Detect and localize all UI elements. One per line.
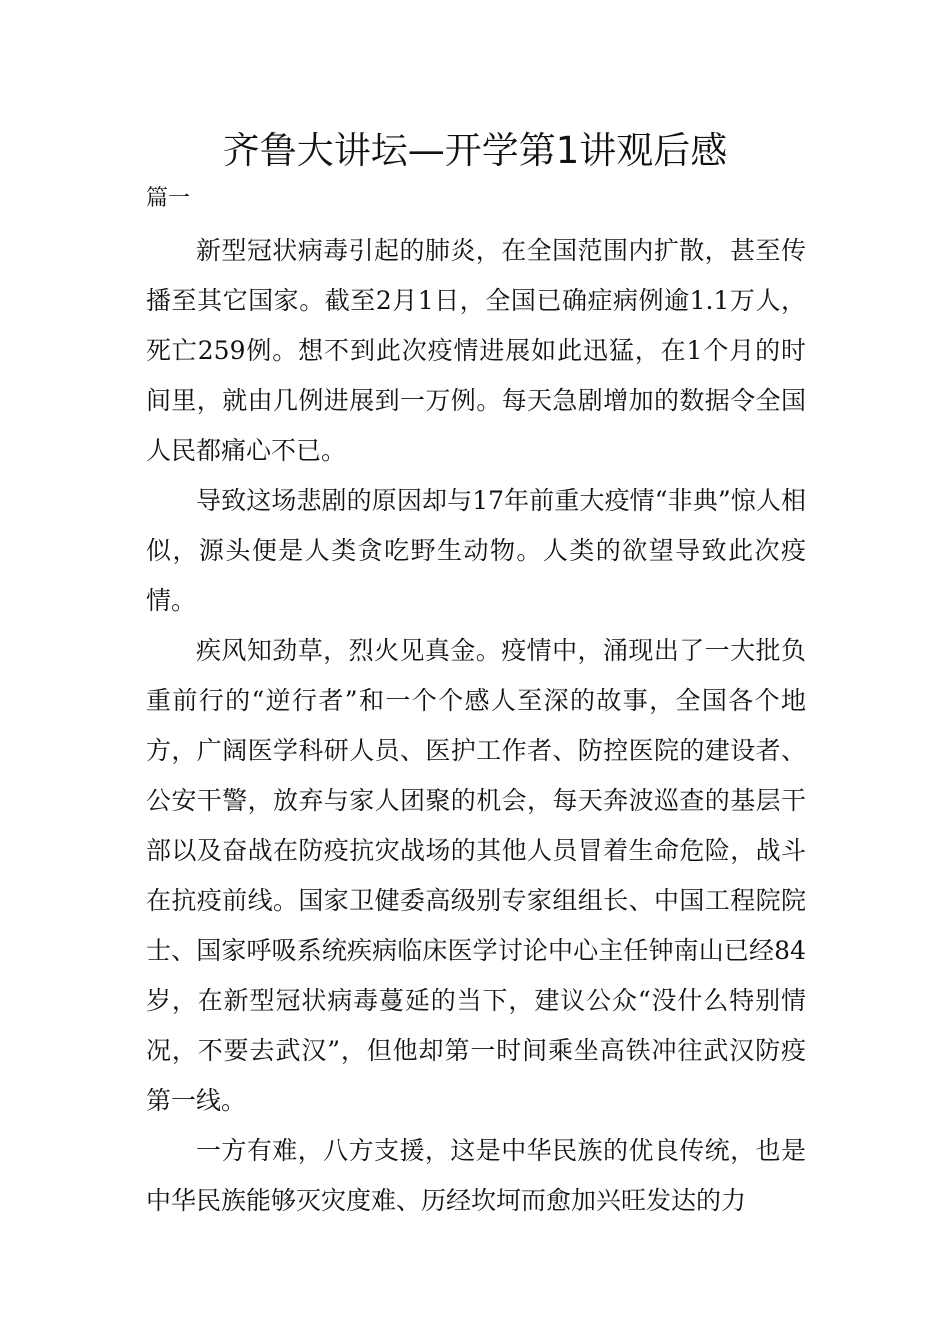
- paragraph-2: 导致这场悲剧的原因却与17年前重大疫情“非典”惊人相似，源头便是人类贪吃野生动物。人类的欲望导致此次疫情。: [146, 486, 806, 615]
- document-body: [146, 226, 806, 1226]
- document-title: 齐鲁大讲坛—开学第1讲观后感: [222, 129, 728, 172]
- paragraph-4: 一方有难，八方支援，这是中华民族的优良传统，也是中华民族能够灭灾度难、历经坎坷而愈加兴旺发达的力: [146, 1136, 806, 1215]
- section-label: 篇一: [146, 186, 191, 211]
- paragraph-3: 疾风知劲草，烈火见真金。疫情中，涌现出了一大批负重前行的“逆行者”和一个个感人至深的故事，全国各个地方，广阔医学科研人员、医护工作者、防控医院的建设者、公安干警，放弃与家人团聚的机会，每天奔波巡查的基层干部以及奋战在防疫抗灾战场的其他人员冒着生命危险，战斗在抗疫前线。国家卫健委高级别专家组组长、中国工程院院士、国家呼吸系统疾病临床医学讨论中心主任钟南山已经84岁，在新型冠状病毒蔓延的当下，建议公众“没什么特别情况，不要去武汉”，但他却第一时间乘坐高铁冲往武汉防疫第一线。: [146, 636, 806, 1115]
- paragraph-1: 新型冠状病毒引起的肺炎，在全国范围内扩散，甚至传播至其它国家。截至2月1日，全国已确症病例逾1.1万人，死亡259例。想不到此次疫情进展如此迅猛，在1个月的时间里，就由几例进展到一万例。每天急剧增加的数据令全国人民都痛心不已。: [146, 236, 806, 465]
